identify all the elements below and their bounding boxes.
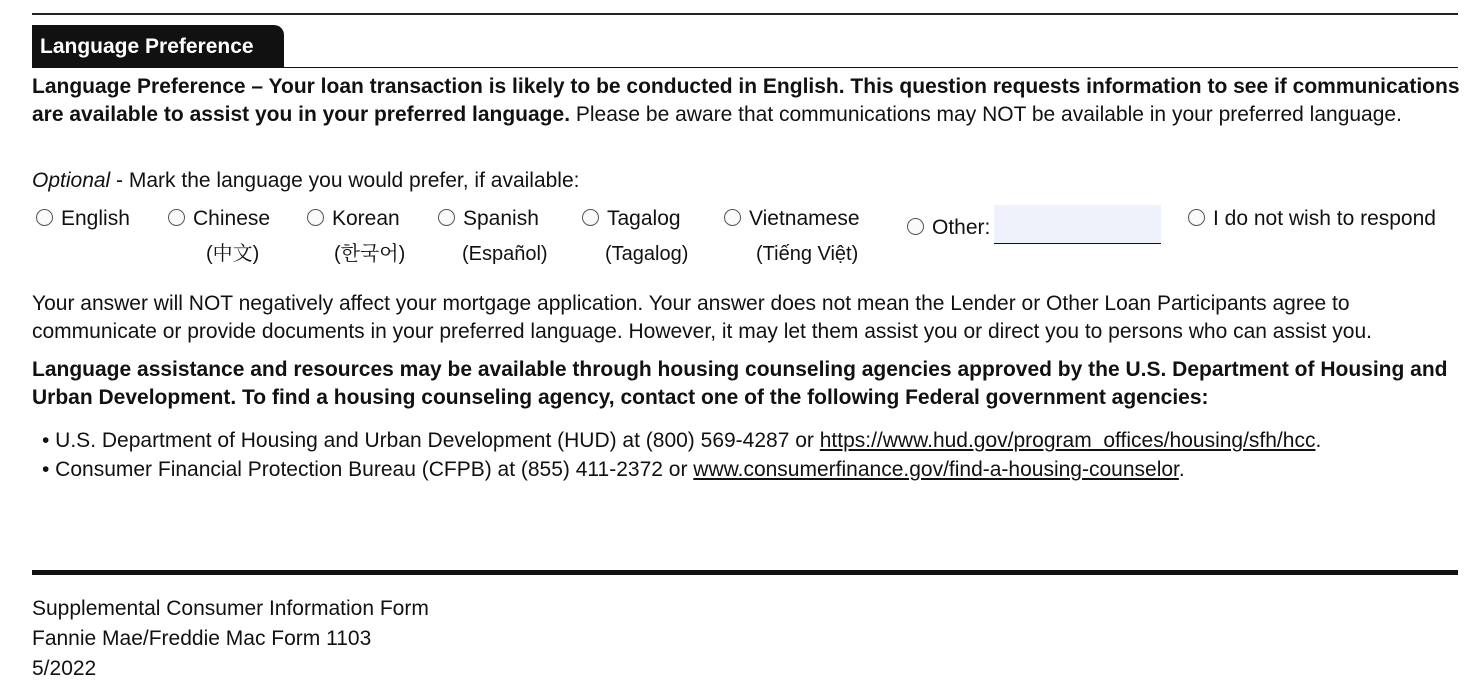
tagalog-label: Tagalog — [607, 207, 681, 230]
list-item — [42, 426, 1321, 455]
option-chinese[interactable] — [168, 205, 270, 233]
no-response-radio[interactable] — [1188, 209, 1205, 226]
other-language-input[interactable] — [994, 205, 1161, 244]
section-tab: Language Preference — [32, 25, 284, 67]
form-footer — [32, 594, 429, 684]
footer-form-number: Fannie Mae/Freddie Mac Form 1103 — [32, 627, 372, 650]
footer-form-date: 5/2022 — [32, 657, 97, 680]
korean-label: Korean — [332, 207, 400, 230]
other-label: Other: — [932, 216, 991, 239]
agency-list — [42, 426, 1321, 484]
option-spanish[interactable] — [438, 205, 539, 233]
optional-label: Optional — [32, 169, 111, 192]
intro-paragraph — [32, 73, 1462, 129]
optional-instruction-text: - Mark the language you would prefer, if available: — [110, 169, 580, 192]
intro-plain-text: Please be aware that communications may NOT be available in your preferred language. — [570, 103, 1402, 126]
intro-bold-text: Language Preference – Your loan transaction is likely to be conducted in English. This question requests information to see if communications are available to assist you in your preferred language. — [32, 75, 1460, 126]
option-no-response[interactable] — [1188, 205, 1436, 233]
footer-divider — [32, 570, 1458, 575]
assistance-note: Language assistance and resources may be available through housing counseling agencies approved by the U.S. Department of Housing and Urban Development. To find a housing counseling agency, contact one of the following Federal government agencies: — [32, 358, 1448, 409]
answer-note: Your answer will NOT negatively affect your mortgage application. Your answer does not mean the Lender or Other Loan Participants agree to communicate or provide documents in your preferred language. However, it may let them assist you or direct you to persons who can assist you. — [32, 292, 1372, 343]
section-divider — [32, 67, 1458, 68]
chinese-native-label: (中文) — [206, 243, 260, 265]
top-divider — [32, 13, 1458, 15]
tagalog-native-label: (Tagalog) — [605, 243, 689, 265]
optional-instruction — [32, 167, 1462, 195]
hud-end: . — [1315, 429, 1322, 452]
vietnamese-label: Vietnamese — [749, 207, 860, 230]
cfpb-link[interactable]: www.consumerfinance.gov/find-a-housing-counselor — [693, 458, 1179, 481]
cfpb-contact-text: • Consumer Financial Protection Bureau (CFPB) at (855) 411-2372 or — [42, 458, 694, 481]
footer-form-name: Supplemental Consumer Information Form — [32, 597, 429, 620]
english-radio[interactable] — [36, 209, 53, 226]
option-english[interactable] — [36, 205, 130, 233]
option-vietnamese[interactable] — [724, 205, 860, 233]
hud-link[interactable]: https://www.hud.gov/program_offices/housing/sfh/hcc — [819, 429, 1316, 452]
korean-native-label: (한국어) — [334, 243, 406, 265]
vietnamese-native-label: (Tiếng Việt) — [756, 243, 859, 265]
no-response-label: I do not wish to respond — [1213, 207, 1436, 230]
option-korean[interactable] — [307, 205, 400, 233]
other-radio[interactable] — [907, 218, 924, 235]
tagalog-radio[interactable] — [582, 209, 599, 226]
hud-contact-text: • U.S. Department of Housing and Urban Development (HUD) at (800) 569-4287 or — [42, 429, 820, 452]
spanish-native-label: (Español) — [462, 243, 548, 265]
chinese-radio[interactable] — [168, 209, 185, 226]
spanish-radio[interactable] — [438, 209, 455, 226]
chinese-label: Chinese — [193, 207, 271, 230]
cfpb-end: . — [1178, 458, 1185, 481]
language-options — [32, 205, 1472, 275]
vietnamese-radio[interactable] — [724, 209, 741, 226]
list-item — [42, 455, 1321, 484]
spanish-label: Spanish — [463, 207, 539, 230]
option-tagalog[interactable] — [582, 205, 681, 233]
korean-radio[interactable] — [307, 209, 324, 226]
english-label: English — [61, 207, 130, 230]
option-other[interactable] — [907, 205, 1161, 244]
